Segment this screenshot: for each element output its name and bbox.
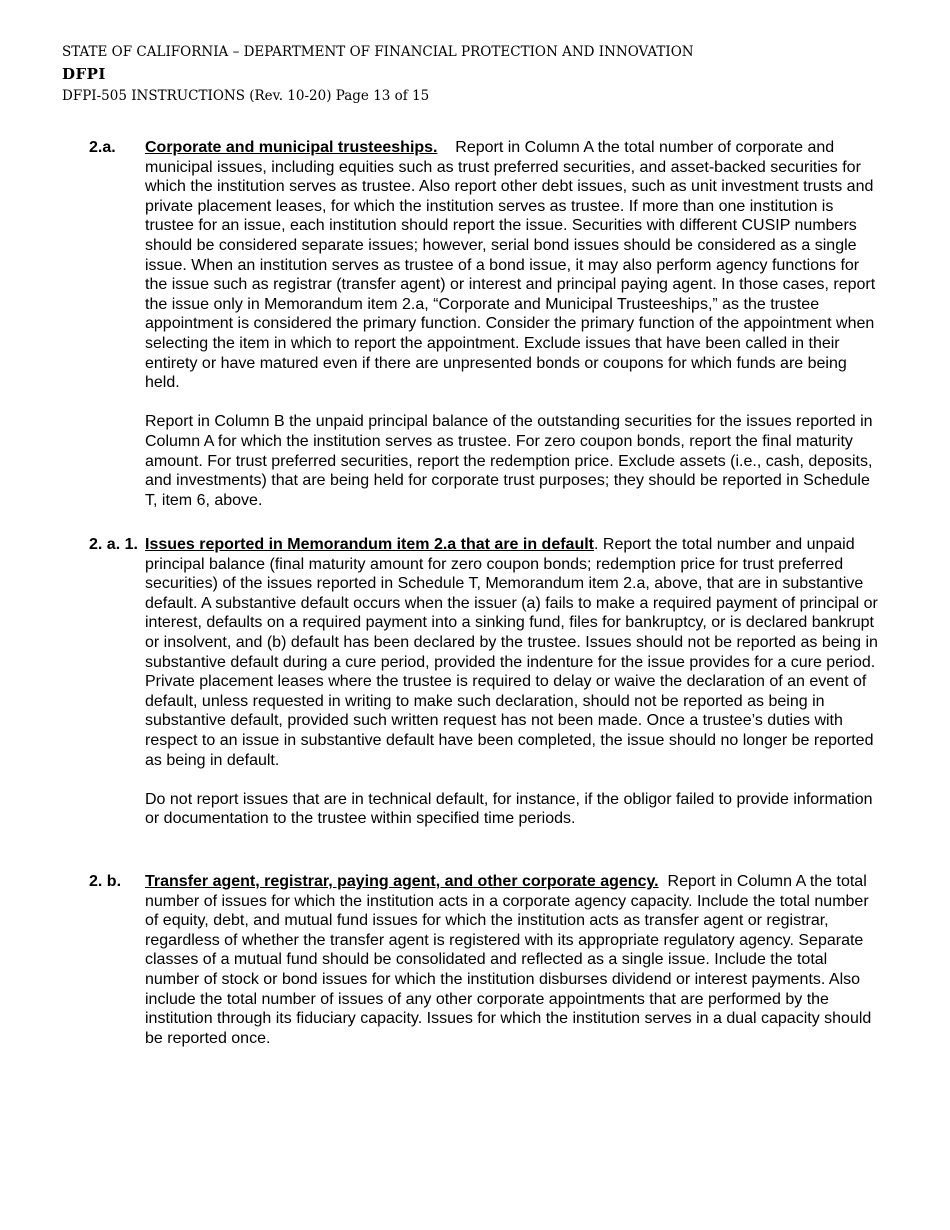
section-2a1 — [89, 535, 879, 829]
section-title: Transfer agent, registrar, paying agent, and other corporate agency. — [145, 873, 659, 890]
section-number: 2. a. 1. — [89, 536, 138, 553]
agency-abbreviation: DFPI — [62, 65, 106, 83]
section-title: Issues reported in Memorandum item 2.a that are in default — [145, 536, 594, 553]
agency-name: STATE OF CALIFORNIA – DEPARTMENT OF FINANCIAL PROTECTION AND INNOVATION — [62, 44, 694, 60]
section-paragraph: Report in Column A the total number of issues for which the institution acts in a corporate agency capacity. Include the total number of equity, debt, and mutual fund issues for which the institution acts as transfer agent or registrar, regardless of whether the transfer agent is registered with its appropriate regulatory agency. Separate classes of a mutual fund should be consolidated and reflected as a single issue. Include the total number of stock or bond issues for which the institution disburses dividend or interest payments. Also include the total number of issues of any other corporate appointments that are performed by the institution through its fiduciary capacity. Issues for which the institution serves in a dual capacity should be reported once. — [145, 873, 872, 1047]
section-paragraph: Report in Column A the total number of corporate and municipal issues, including equities such as trust preferred securities, and asset-backed securities for which the institution serves as trustee. Also report other debt issues, such as unit investment trusts and private placement leases, for which the institution serves as trustee. If more than one institution is trustee for an issue, each institution should report the issue. Securities with different CUSIP numbers should be considered separate issues; however, serial bond issues should be considered as a single issue. When an institution serves as trustee of a bond issue, it may also perform agency functions for the issue such as registrar (transfer agent) or interest and principal paying agent. In those cases, report the issue only in Memorandum item 2.a, “Corporate and Municipal Trusteeships,” as the trustee appointment is considered the primary function. Consider the primary function of the appointment when selecting the item in which to report the appointment. Exclude issues that have been called in their entirety or have matured even if there are unpresented bonds or coupons for which funds are being held. — [145, 139, 876, 392]
page-header — [62, 41, 694, 107]
section-body — [145, 535, 879, 829]
section-number: 2.a. — [89, 139, 116, 156]
section-paragraph-2: Do not report issues that are in technical default, for instance, if the obligor failed to provide information or documentation to the trustee within specified time periods. — [145, 790, 873, 828]
form-info: DFPI-505 INSTRUCTIONS (Rev. 10-20) Page 13 of 15 — [62, 88, 430, 104]
section-2a — [89, 138, 879, 510]
section-title: Corporate and municipal trusteeships. — [145, 139, 438, 156]
section-body — [145, 138, 879, 510]
section-2b — [89, 872, 879, 1048]
section-number: 2. b. — [89, 873, 122, 890]
section-paragraph: . Report the total number and unpaid principal balance (final maturity amount for zero coupon bonds; redemption price for trust preferred securities) of the issues reported in Schedule T, Memorandum item 2.a, above, that are in substantive default. A substantive default occurs when the issuer (a) fails to make a required payment of principal or interest, defaults on a required payment into a sinking fund, files for bankruptcy, or is declared bankrupt or insolvent, and (b) default has been declared by the trustee. Issues should not be reported as being in substantive default during a cure period, provided the indenture for the issue provides for a cure period. Private placement leases where the trustee is required to delay or waive the declaration of an event of default, unless requested in writing to make such declaration, should not be reported as being in substantive default, provided such written request has not been made. Once a trustee’s duties with respect to an issue in substantive default have been completed, the issue should no longer be reported as being in default. — [145, 536, 878, 769]
section-paragraph-2: Report in Column B the unpaid principal balance of the outstanding securities for the issues reported in Column A for which the institution serves as trustee. For zero coupon bonds, report the final maturity amount. For trust preferred securities, report the redemption price. Exclude assets (i.e., cash, deposits, and investments) that are being held for corporate trust purposes; they should be reported in Schedule T, item 6, above. — [145, 413, 873, 509]
section-body — [145, 872, 879, 1048]
